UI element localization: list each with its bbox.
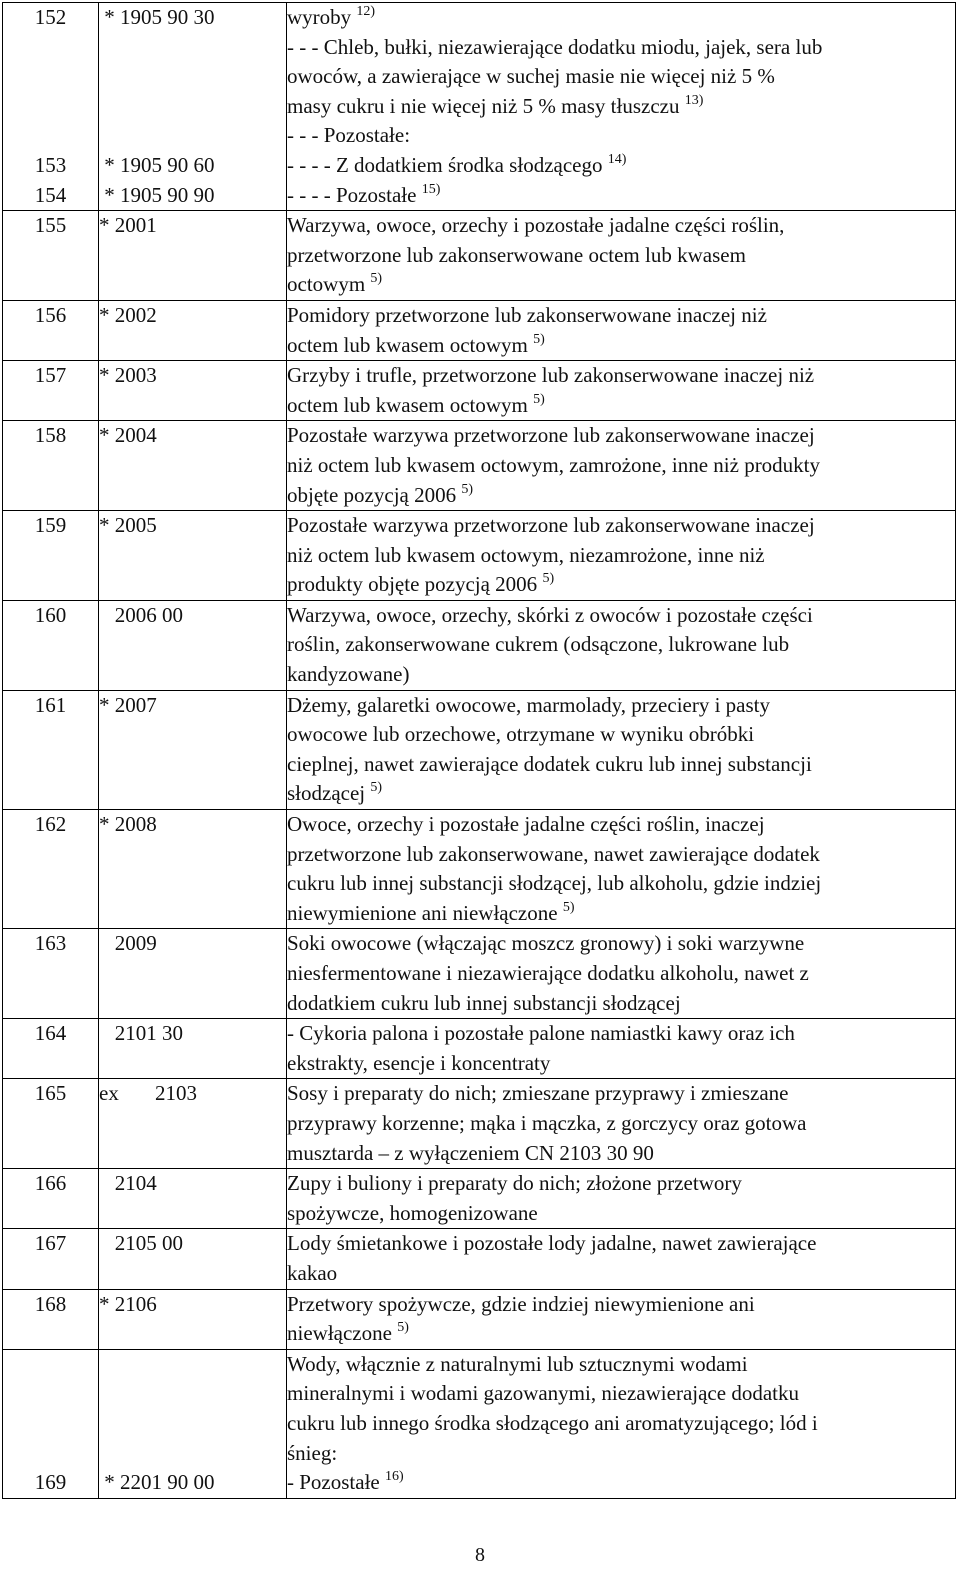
footnote-ref: 15) bbox=[421, 181, 441, 197]
row-number: 163 bbox=[34, 931, 67, 956]
description-text: owoców, a zawierające w suchej masie nie więcej niż 5 % bbox=[287, 64, 775, 89]
description-line bbox=[287, 1079, 955, 1109]
description-text: - - - - Z dodatkiem środka słodzącego bbox=[287, 152, 608, 177]
description-text: niewłączone bbox=[287, 1321, 398, 1346]
description-text: octowym bbox=[287, 272, 371, 297]
description-text: ekstrakty, esencje i koncentraty bbox=[287, 1050, 551, 1075]
cn-code: * 1905 90 60 bbox=[99, 152, 215, 177]
description-line bbox=[287, 121, 955, 151]
row-number: 166 bbox=[34, 1171, 67, 1196]
description-line bbox=[287, 1379, 955, 1409]
description-text: wyroby bbox=[287, 5, 357, 29]
description-cell bbox=[287, 690, 956, 809]
row-number: 164 bbox=[34, 1021, 67, 1046]
row-number: 153 bbox=[34, 152, 67, 177]
row-number: 158 bbox=[34, 423, 67, 448]
row-number: 155 bbox=[34, 213, 67, 238]
cn-code-cell bbox=[99, 600, 287, 690]
row-number bbox=[3, 1439, 98, 1469]
description-line bbox=[287, 929, 955, 959]
description-text: Pozostałe warzywa przetworzone lub zakonserwowane inaczej bbox=[287, 423, 815, 448]
row-number bbox=[3, 121, 98, 151]
row-number-cell bbox=[3, 361, 99, 421]
cn-code-cell bbox=[99, 511, 287, 601]
cn-code: * 2003 bbox=[99, 363, 157, 388]
description-text: Zupy i buliony i preparaty do nich; złożone przetwory bbox=[287, 1171, 742, 1196]
cn-code: 2104 bbox=[99, 1171, 157, 1196]
row-number bbox=[3, 33, 98, 63]
description-line bbox=[287, 451, 955, 481]
description-text: niesfermentowane i niezawierające dodatku alkoholu, nawet z bbox=[287, 961, 809, 985]
description-line bbox=[287, 33, 955, 63]
cn-code: * 2004 bbox=[99, 423, 157, 448]
cn-code-cell bbox=[99, 1019, 287, 1079]
cn-code: * 1905 90 90 bbox=[99, 182, 215, 207]
table-row bbox=[3, 690, 956, 809]
cn-code: 2006 00 bbox=[99, 602, 183, 627]
row-number-cell bbox=[3, 810, 99, 929]
description-text: Sosy i preparaty do nich; zmieszane przyprawy i zmieszane bbox=[287, 1081, 789, 1106]
footnote-ref: 5) bbox=[533, 331, 545, 347]
cn-code-cell bbox=[99, 421, 287, 511]
row-number-cell bbox=[3, 300, 99, 360]
description-cell bbox=[287, 511, 956, 601]
table-row bbox=[3, 1349, 956, 1498]
cn-code: * 2007 bbox=[99, 692, 157, 717]
description-line bbox=[287, 391, 955, 421]
description-line bbox=[287, 541, 955, 571]
row-number bbox=[3, 1409, 98, 1439]
row-number: 162 bbox=[34, 812, 67, 837]
footnote-ref: 5) bbox=[533, 391, 545, 407]
description-text: masy cukru i nie więcej niż 5 % masy tłuszczu bbox=[287, 93, 685, 118]
table-row bbox=[3, 929, 956, 1019]
cn-code bbox=[99, 1079, 286, 1109]
description-text: spożywcze, homogenizowane bbox=[287, 1200, 538, 1225]
description-line bbox=[287, 1319, 955, 1349]
row-number: 159 bbox=[34, 513, 67, 538]
row-number: 157 bbox=[34, 363, 67, 388]
footnote-ref: 14) bbox=[607, 151, 627, 167]
table-row bbox=[3, 211, 956, 301]
cn-code-cell bbox=[99, 1229, 287, 1289]
cn-code bbox=[99, 1439, 286, 1469]
description-text: owocowe lub orzechowe, otrzymane w wyniku obróbki bbox=[287, 722, 755, 747]
row-number bbox=[3, 62, 98, 92]
description-text: mineralnymi i wodami gazowanymi, niezawierające dodatku bbox=[287, 1381, 799, 1406]
row-number-cell bbox=[3, 3, 99, 211]
table-row bbox=[3, 511, 956, 601]
description-cell bbox=[287, 421, 956, 511]
cn-code bbox=[99, 62, 286, 92]
description-line bbox=[287, 181, 955, 211]
cn-code: * 2201 90 00 bbox=[99, 1470, 215, 1495]
row-number-cell bbox=[3, 690, 99, 809]
description-text: Dżemy, galaretki owocowe, marmolady, przeciery i pasty bbox=[287, 692, 770, 717]
description-line bbox=[287, 750, 955, 780]
description-text: Przetwory spożywcze, gdzie indziej niewymienione ani bbox=[287, 1291, 755, 1316]
description-text: cukru lub innej substancji słodzącej, lub alkoholu, gdzie indziej bbox=[287, 871, 822, 896]
description-text: kakao bbox=[287, 1260, 338, 1285]
description-text: Pozostałe warzywa przetworzone lub zakonserwowane inaczej bbox=[287, 513, 815, 538]
cn-code-value: 2103 bbox=[155, 1081, 197, 1106]
row-number-cell bbox=[3, 211, 99, 301]
table-row bbox=[3, 361, 956, 421]
description-text: octem lub kwasem octowym bbox=[287, 332, 534, 357]
description-line bbox=[287, 660, 955, 690]
description-text: niewymienione ani niewłączone bbox=[287, 900, 563, 925]
row-number: 152 bbox=[34, 5, 67, 29]
description-line bbox=[287, 779, 955, 809]
description-line bbox=[287, 241, 955, 271]
description-text: - - - Chleb, bułki, niezawierające dodatku miodu, jajek, sera lub bbox=[287, 34, 823, 59]
description-cell bbox=[287, 1019, 956, 1079]
description-line bbox=[287, 151, 955, 181]
description-cell bbox=[287, 1079, 956, 1169]
description-text: produkty objęte pozycją 2006 bbox=[287, 572, 543, 597]
footnote-ref: 16) bbox=[384, 1469, 404, 1485]
table-row bbox=[3, 1079, 956, 1169]
row-number-cell bbox=[3, 600, 99, 690]
row-number: 169 bbox=[34, 1470, 67, 1495]
table-row bbox=[3, 1169, 956, 1229]
cn-code bbox=[99, 1350, 286, 1380]
description-line bbox=[287, 691, 955, 721]
footnote-ref: 13) bbox=[684, 92, 704, 108]
description-text: Pomidory przetworzone lub zakonserwowane inaczej niż bbox=[287, 302, 767, 327]
footnote-ref: 5) bbox=[370, 271, 383, 287]
description-text: niż octem lub kwasem octowym, niezamrożone, inne niż bbox=[287, 542, 765, 567]
description-line bbox=[287, 570, 955, 600]
cn-code-cell bbox=[99, 300, 287, 360]
cn-code: 2009 bbox=[99, 931, 157, 956]
description-text: octem lub kwasem octowym bbox=[287, 392, 534, 417]
description-text: musztarda – z wyłączeniem CN 2103 30 90 bbox=[287, 1140, 654, 1165]
description-text: Warzywa, owoce, orzechy i pozostałe jadalne części roślin, bbox=[287, 213, 785, 238]
description-text: - Cykoria palona i pozostałe palone namiastki kawy oraz ich bbox=[287, 1021, 795, 1046]
description-line bbox=[287, 211, 955, 241]
description-line bbox=[287, 3, 955, 33]
table-row bbox=[3, 3, 956, 211]
row-number-cell bbox=[3, 1169, 99, 1229]
cn-code: * 2005 bbox=[99, 513, 157, 538]
table-row bbox=[3, 810, 956, 929]
footnote-ref: 5) bbox=[562, 899, 575, 915]
cn-code-cell bbox=[99, 690, 287, 809]
description-text: Wody, włącznie z naturalnymi lub sztucznymi wodami bbox=[287, 1351, 748, 1376]
description-text: cukru lub innego środka słodzącego ani aromatyzującego; lód i bbox=[287, 1410, 818, 1435]
cn-code: * 2002 bbox=[99, 302, 157, 327]
description-text: objęte pozycją 2006 bbox=[287, 482, 462, 507]
description-line bbox=[287, 481, 955, 511]
cn-code-cell bbox=[99, 929, 287, 1019]
description-cell bbox=[287, 1229, 956, 1289]
description-line bbox=[287, 1199, 955, 1229]
row-number-cell bbox=[3, 929, 99, 1019]
description-cell bbox=[287, 3, 956, 211]
description-cell bbox=[287, 211, 956, 301]
description-line bbox=[287, 869, 955, 899]
description-text: - - - - Pozostałe bbox=[287, 182, 422, 207]
description-line bbox=[287, 1409, 955, 1439]
cn-code: 2105 00 bbox=[99, 1231, 183, 1256]
description-line bbox=[287, 1109, 955, 1139]
row-number-cell bbox=[3, 1289, 99, 1349]
row-number bbox=[3, 92, 98, 122]
cn-code bbox=[99, 121, 286, 151]
description-line bbox=[287, 1049, 955, 1079]
table-row bbox=[3, 1289, 956, 1349]
cn-code-cell bbox=[99, 3, 287, 211]
row-number: 167 bbox=[34, 1231, 67, 1256]
description-line bbox=[287, 1259, 955, 1289]
description-line bbox=[287, 959, 955, 989]
cn-code: * 1905 90 30 bbox=[99, 5, 215, 29]
description-line bbox=[287, 1229, 955, 1259]
description-text: przetworzone lub zakonserwowane octem lub kwasem bbox=[287, 242, 746, 267]
row-number: 168 bbox=[34, 1291, 67, 1316]
description-line bbox=[287, 1439, 955, 1469]
cn-code-cell bbox=[99, 1169, 287, 1229]
description-line bbox=[287, 62, 955, 92]
row-number: 161 bbox=[34, 692, 67, 717]
description-line bbox=[287, 840, 955, 870]
description-cell bbox=[287, 1169, 956, 1229]
row-number bbox=[3, 1350, 98, 1380]
row-number: 165 bbox=[34, 1081, 67, 1106]
cn-code-cell bbox=[99, 361, 287, 421]
page-number: 8 bbox=[475, 1544, 485, 1566]
tariff-table bbox=[2, 2, 956, 1499]
cn-code bbox=[99, 33, 286, 63]
description-line bbox=[287, 511, 955, 541]
description-line bbox=[287, 601, 955, 631]
row-number-cell bbox=[3, 1349, 99, 1498]
description-text: słodzącej bbox=[287, 781, 371, 806]
description-text: Grzyby i trufle, przetworzone lub zakonserwowane inaczej niż bbox=[287, 363, 815, 388]
description-line bbox=[287, 421, 955, 451]
description-cell bbox=[287, 600, 956, 690]
description-line bbox=[287, 720, 955, 750]
row-number: 154 bbox=[34, 182, 67, 207]
row-number: 156 bbox=[34, 302, 67, 327]
table-row bbox=[3, 421, 956, 511]
description-line bbox=[287, 301, 955, 331]
description-line bbox=[287, 630, 955, 660]
cn-code-cell bbox=[99, 1289, 287, 1349]
description-line bbox=[287, 1350, 955, 1380]
footnote-ref: 5) bbox=[397, 1320, 409, 1336]
table-row bbox=[3, 300, 956, 360]
description-line bbox=[287, 810, 955, 840]
description-text: dodatkiem cukru lub innej substancji słodzącej bbox=[287, 990, 681, 1015]
description-text: Soki owocowe (włączając moszcz gronowy) i soki warzywne bbox=[287, 931, 805, 956]
description-line bbox=[287, 1019, 955, 1049]
description-line bbox=[287, 1169, 955, 1199]
description-text: cieplnej, nawet zawierające dodatek cukru lub innej substancji bbox=[287, 751, 812, 776]
cn-code-cell bbox=[99, 1079, 287, 1169]
description-text: Warzywa, owoce, orzechy, skórki z owoców i pozostałe części bbox=[287, 602, 813, 627]
description-text: kandyzowane) bbox=[287, 662, 410, 687]
cn-code-cell bbox=[99, 211, 287, 301]
description-text: Owoce, orzechy i pozostałe jadalne części roślin, inaczej bbox=[287, 812, 765, 837]
description-line bbox=[287, 1468, 955, 1498]
description-line bbox=[287, 1290, 955, 1320]
row-number-cell bbox=[3, 421, 99, 511]
description-line bbox=[287, 270, 955, 300]
cn-code: * 2106 bbox=[99, 1291, 157, 1316]
footnote-ref: 5) bbox=[542, 571, 555, 587]
row-number: 160 bbox=[34, 602, 67, 627]
description-cell bbox=[287, 810, 956, 929]
footnote-ref: 12) bbox=[356, 4, 376, 19]
cn-code-cell bbox=[99, 1349, 287, 1498]
cn-code bbox=[99, 1379, 286, 1409]
description-line bbox=[287, 92, 955, 122]
cn-code-cell bbox=[99, 810, 287, 929]
row-number-cell bbox=[3, 1019, 99, 1079]
table-row bbox=[3, 600, 956, 690]
cn-code bbox=[99, 1409, 286, 1439]
description-text: roślin, zakonserwowane cukrem (odsączone, lukrowane lub bbox=[287, 632, 790, 657]
cn-code: 2101 30 bbox=[99, 1021, 183, 1046]
description-text: Lody śmietankowe i pozostałe lody jadalne, nawet zawierające bbox=[287, 1231, 817, 1256]
description-text: przyprawy korzenne; mąka i mączka, z gorczycy oraz gotowa bbox=[287, 1110, 807, 1135]
description-cell bbox=[287, 361, 956, 421]
description-text: - - - Pozostałe: bbox=[287, 123, 411, 148]
description-cell bbox=[287, 1289, 956, 1349]
row-number-cell bbox=[3, 1079, 99, 1169]
cn-code bbox=[99, 92, 286, 122]
description-text: śnieg: bbox=[287, 1440, 338, 1465]
description-line bbox=[287, 899, 955, 929]
description-line bbox=[287, 361, 955, 391]
description-line bbox=[287, 1139, 955, 1169]
cn-code: * 2008 bbox=[99, 812, 157, 837]
description-text: - Pozostałe bbox=[287, 1470, 385, 1495]
row-number-cell bbox=[3, 1229, 99, 1289]
description-line bbox=[287, 331, 955, 361]
ex-marker: ex bbox=[99, 1081, 119, 1106]
row-number-cell bbox=[3, 511, 99, 601]
row-number bbox=[3, 1379, 98, 1409]
description-text: niż octem lub kwasem octowym, zamrożone, inne niż produkty bbox=[287, 452, 821, 477]
footnote-ref: 5) bbox=[370, 780, 383, 796]
description-cell bbox=[287, 929, 956, 1019]
description-cell bbox=[287, 300, 956, 360]
footnote-ref: 5) bbox=[461, 481, 474, 497]
table-row bbox=[3, 1019, 956, 1079]
description-line bbox=[287, 989, 955, 1019]
description-text: przetworzone lub zakonserwowane, nawet zawierające dodatek bbox=[287, 841, 820, 866]
table-row bbox=[3, 1229, 956, 1289]
description-cell bbox=[287, 1349, 956, 1498]
cn-code: * 2001 bbox=[99, 213, 157, 238]
